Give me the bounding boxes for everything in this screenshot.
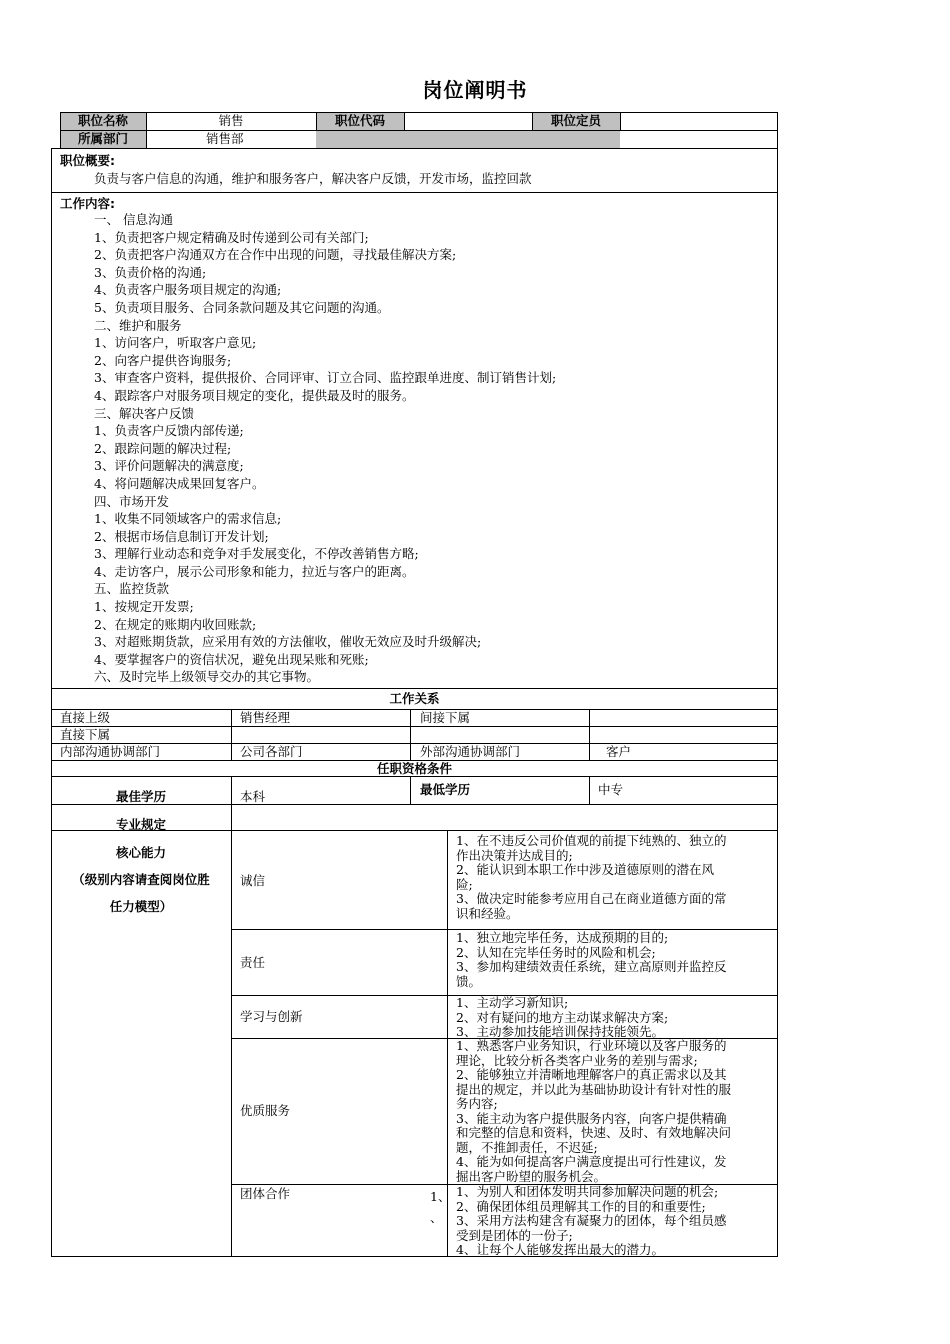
- internal-dept-label: 内部沟通协调部门: [60, 744, 161, 759]
- competency-item: 2、能认识到本职工作中涉及道德原则的潜在风: [456, 862, 714, 877]
- work-content-line: 4、要掌握客户的资信状况，避免出现呆账和死账;: [94, 651, 369, 667]
- department-value: 销售部: [206, 131, 244, 146]
- best-education-label: 最佳学历: [115, 789, 166, 804]
- competency-item: 作出决策并达成目的;: [456, 847, 573, 863]
- competency-item: 1、熟悉客户业务知识，行业环境以及客户服务的: [456, 1038, 727, 1053]
- competency-name: 诚信: [240, 873, 266, 888]
- competency-name: 优质服务: [240, 1103, 291, 1118]
- indirect-subordinate-label: 间接下属: [420, 710, 471, 725]
- competency-item: 题，不推卸责任，不迟延;: [456, 1139, 598, 1155]
- competency-item: 和完整的信息和资料，快速、及时、有效地解决问: [456, 1125, 732, 1140]
- position-code-label: 职位代码: [334, 113, 385, 128]
- competency-item: 1、在不违反公司价值观的前提下纯熟的、独立的: [456, 833, 727, 848]
- work-content-line: 四、市场开发: [94, 493, 170, 509]
- competency-prefix: 1、 、: [430, 1189, 451, 1225]
- competency-item: 掘出客户盼望的服务机会。: [456, 1168, 607, 1184]
- competency-item: 提出的规定，并以此为基础协助设计有针对性的服: [456, 1081, 732, 1097]
- work-content-line: 5、负责项目服务、合同条款问题及其它问题的沟通。: [94, 299, 390, 315]
- work-content-line: 1、收集不同领域客户的需求信息;: [94, 511, 282, 527]
- competency-item: 受到是团体的一份子;: [456, 1227, 573, 1243]
- work-content-label: 工作内容:: [60, 196, 115, 211]
- competency-item: 馈。: [456, 973, 482, 989]
- position-name-label: 职位名称: [77, 113, 128, 128]
- competency-items: [456, 931, 726, 989]
- competency-item: 4、能为如何提高客户满意度提出可行性建议，发: [456, 1154, 727, 1169]
- competency-item: 3、主动参加技能培训保持技能领先。: [456, 1024, 664, 1039]
- competency-item: 务内容;: [456, 1096, 498, 1111]
- work-content-line: 二、维护和服务: [94, 317, 182, 333]
- work-content-line: 3、负责价格的沟通;: [94, 264, 207, 280]
- competency-item: 1、为别人和团体发明共同参加解决问题的机会;: [456, 1184, 719, 1199]
- competency-item: 2、能够独立并清晰地理解客户的真正需求以及其: [456, 1067, 727, 1082]
- work-content-line: 三、解决客户反馈: [94, 405, 195, 421]
- competency-item: 1、主动学习新知识;: [456, 995, 569, 1010]
- work-content-line: 2、负责把客户沟通双方在合作中出现的问题，寻找最佳解决方案;: [94, 247, 457, 263]
- competency-items: [456, 1039, 731, 1184]
- external-dept-label: 外部沟通协调部门: [420, 744, 521, 759]
- work-content-line: 一、 信息沟通: [94, 212, 173, 227]
- competency-items: [456, 996, 668, 1040]
- work-content-line: 2、跟踪问题的解决过程;: [94, 440, 232, 456]
- work-content-line: 4、负责客户服务项目规定的沟通;: [94, 282, 282, 298]
- competency-item: 4、让每个人能够发挥出最大的潜力。: [456, 1242, 664, 1257]
- department-label: 所属部门: [77, 131, 128, 146]
- work-content-line: 2、根据市场信息制订开发计划;: [94, 528, 269, 544]
- work-content-line: 4、走访客户，展示公司形象和能力，拉近与客户的距离。: [94, 563, 415, 579]
- header-empty-bg: [316, 130, 620, 148]
- competency-item: 2、认知在完毕任务时的风险和机会;: [456, 944, 656, 960]
- work-content-line: 2、在规定的账期内收回账款;: [94, 616, 257, 632]
- work-content-line: 1、按规定开发票;: [94, 599, 194, 615]
- competency-name: 学习与创新: [240, 1009, 303, 1024]
- work-content-line: 3、对超账期货款，应采用有效的方法催收，催收无效应及时升级解决;: [94, 634, 482, 650]
- min-education-value: 中专: [598, 782, 624, 797]
- core-ability-label: 核心能力: [115, 845, 166, 860]
- direct-superior-label: 直接上级: [60, 710, 111, 725]
- internal-dept-value: 公司各部门: [240, 744, 303, 759]
- work-content-line: 1、负责把客户规定精确及时传递到公司有关部门;: [94, 229, 369, 245]
- overview-text: 负责与客户信息的沟通，维护和服务客户，解决客户反馈，开发市场，监控回款: [94, 171, 532, 186]
- competency-item: 识和经验。: [456, 905, 519, 921]
- page-title: 岗位阐明书: [422, 78, 528, 102]
- core-ability-note-2: 任力模型）: [109, 899, 173, 914]
- direct-superior-value: 销售经理: [240, 710, 291, 725]
- work-content-line: 1、负责客户反馈内部传递;: [94, 423, 244, 439]
- work-content-line: 3、理解行业动态和竞争对手发展变化，不停改善销售方略;: [94, 546, 419, 562]
- min-education-label: 最低学历: [420, 782, 471, 797]
- position-quota-label: 职位定员: [550, 113, 601, 128]
- work-content-list: [94, 211, 556, 686]
- position-name-value: 销售: [218, 113, 244, 128]
- work-content-line: 3、审查客户资料，提供报价、合同评审、订立合同、监控跟单进度、制订销售计划;: [94, 370, 557, 386]
- relations-title: 工作关系: [389, 691, 440, 706]
- major-label: 专业规定: [115, 817, 166, 832]
- work-content-line: 六、及时完毕上级领导交办的其它事物。: [94, 669, 320, 685]
- competency-item: 3、采用方法构建含有凝聚力的团体，每个组员感: [456, 1213, 727, 1228]
- external-dept-value: 客户: [606, 744, 632, 759]
- competency-item: 险;: [456, 876, 473, 892]
- work-content-line: 2、向客户提供咨询服务;: [94, 352, 232, 368]
- competency-item: 1、独立地完毕任务，达成预期的目的;: [456, 930, 669, 945]
- best-education-value: 本科: [240, 789, 266, 804]
- competency-item: 2、对有疑问的地方主动谋求解决方案;: [456, 1009, 669, 1025]
- competency-items: [456, 834, 726, 921]
- competency-item: 理论，比较分析各类客户业务的差别与需求;: [456, 1052, 698, 1068]
- work-content-line: 3、评价问题解决的满意度;: [94, 458, 244, 474]
- overview-label: 职位概要:: [60, 153, 115, 168]
- direct-subordinate-label: 直接下属: [60, 727, 111, 742]
- competency-name: 团体合作: [240, 1186, 291, 1201]
- competency-item: 2、确保团体组员理解其工作的目的和重要性;: [456, 1198, 706, 1214]
- work-content-line: 4、将问题解决成果回复客户。: [94, 475, 265, 491]
- work-content-line: 五、监控货款: [94, 581, 170, 597]
- competency-item: 3、参加构建绩效责任系统，建立高原则并监控反: [456, 959, 727, 974]
- qualifications-title: 任职资格条件: [376, 761, 452, 776]
- competency-name: 责任: [240, 955, 266, 970]
- core-ability-note: （级别内容请查阅岗位胜: [72, 872, 210, 887]
- work-content-line: 1、访问客户，听取客户意见;: [94, 335, 257, 351]
- competency-items: [456, 1185, 726, 1258]
- competency-item: 3、能主动为客户提供服务内容，向客户提供精确: [456, 1110, 727, 1126]
- work-content-line: 4、跟踪客户对服务项目规定的变化，提供最及时的服务。: [94, 387, 415, 403]
- competency-item: 3、做决定时能参考应用自己在商业道德方面的常: [456, 891, 727, 906]
